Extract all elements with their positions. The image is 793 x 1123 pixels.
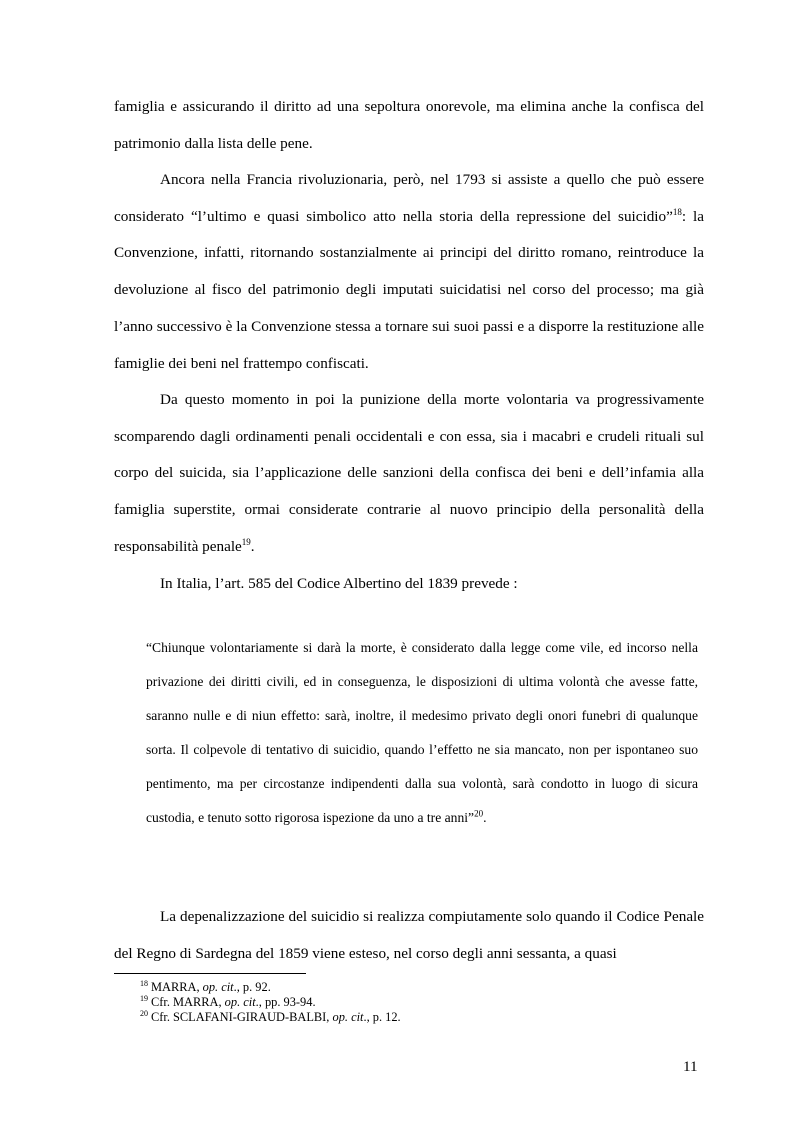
footnote-18: $^{18}$ MARRA, op. cit., p. 92. [140,978,271,994]
paragraph-3-text: Da questo momento in poi la punizione della morte volontaria va progressivamente scomparendo dagli ordinamenti penali occidentali e con essa, sia i macabri e crudeli rituali sul corpo del suicida, sia l’applicazione delle sanzioni della confisca dei beni e dell’infamia alla famiglia superstite, ormai considerate contrarie al nuovo principio della personalità della responsabilità penale$^{19}$. [114,391,705,555]
paragraph-4 [114,566,704,603]
block-quote: “Chiunque volontariamente si darà la morte, è considerato dalla legge come vile, ed incorso nella privazione dei diritti civili, ed in conseguenza, le disposizioni di ultima volontà che avesse fatte, saranno nulle e di niun effetto: sarà, inoltre, il medesimo privato degli onori funebri di qualunque sorta. Il colpevole di tentativo di suicidio, quando l’effetto ne sia mancato, non per ispontaneo suo pentimento, ma per circostanze indipendenti dalla sua volontà, sarà condotto in luogo di sicura custodia, e tenuto sotto rigorosa ispezione da uno a tre anni”$^{20}$. [146,640,699,825]
page-number: 11 [683,1058,698,1075]
footnote-ref-20: 20 [474,808,484,819]
paragraph-5-text: La depenalizzazione del suicidio si realizza compiutamente solo quando il Codice Penale del Regno di Sardegna del 1859 viene esteso, nel corso degli anni sessanta, a quasi [114,908,705,962]
paragraph-2 [114,162,704,382]
paragraph-1-text: famiglia e assicurando il diritto ad una sepoltura onorevole, ma elimina anche la confisca del patrimonio dalla lista delle pene. [114,98,704,152]
paragraph-1 [114,89,704,162]
paragraph-4-text: In Italia, l’art. 585 del Codice Albertino del 1839 prevede : [160,575,518,592]
footnotes [140,980,401,1025]
paragraph-2-text: Ancora nella Francia rivoluzionaria, però, nel 1793 si assiste a quello che può essere considerato “l’ultimo e quasi simbolico atto nella storia della repressione del suicidio”$^{18}$: la Convenzione, infatti, ritornando sostanzialmente ai principi del diritto romano, reintroduce la devoluzione al fisco del patrimonio degli imputati suicidatisi nel corso del processo; ma già l’anno successivo è la Convenzione stessa a tornare sui suoi passi e a disporre la restituzione alle famiglie dei beni nel frattempo confiscati. [114,171,704,372]
paragraph-5 [114,899,704,972]
footnote-19: $^{19}$ Cfr. MARRA, op. cit., pp. 93-94. [140,993,316,1009]
footnote-ref-18: 18 [672,206,682,217]
paragraph-3 [114,382,704,566]
footnote-20: $^{20}$ Cfr. SCLAFANI-GIRAUD-BALBI, op. cit., p. 12. [140,1008,401,1024]
footnote-ref-19: 19 [241,536,251,547]
footnote-divider [114,973,306,974]
